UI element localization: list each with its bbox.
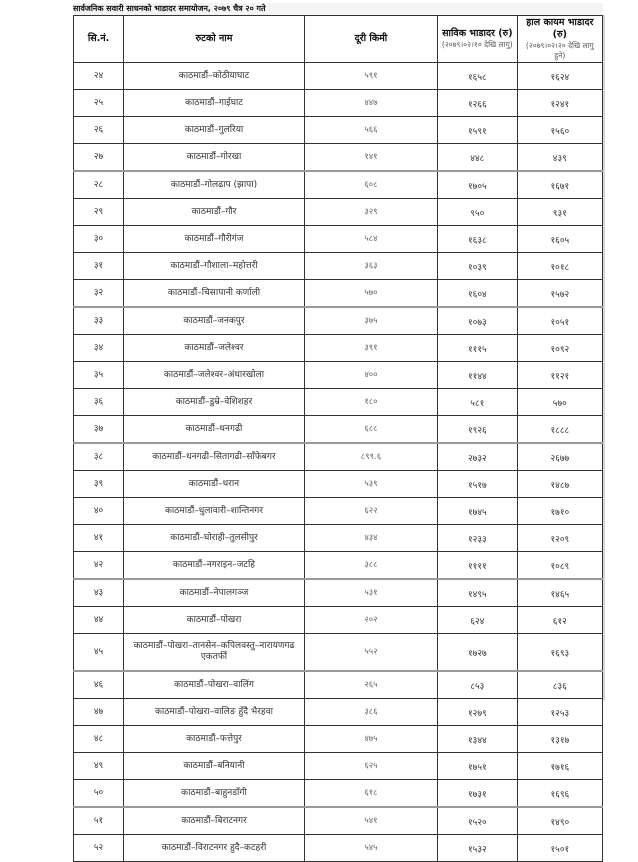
- old-fare-cell: १६३८: [438, 226, 518, 253]
- serial-cell: ४८: [74, 726, 124, 753]
- serial-cell: ४०: [74, 498, 124, 525]
- table-body: [74, 63, 603, 862]
- new-fare-cell: १६९६: [517, 780, 602, 808]
- distance-cell: १४१: [304, 144, 437, 172]
- distance-cell: २६५: [304, 671, 437, 699]
- serial-cell: ३२: [74, 280, 124, 308]
- distance-cell: ८९९.६: [304, 443, 437, 471]
- distance-cell: २०२: [304, 607, 437, 634]
- new-fare-cell: १२५३: [517, 699, 602, 726]
- serial-cell: ४४: [74, 607, 124, 634]
- distance-cell: ५४५: [304, 835, 437, 862]
- distance-cell: ३८८: [304, 552, 437, 580]
- old-fare-cell: ६२४: [438, 607, 518, 634]
- route-cell: काठमाडौं–गोरखा: [124, 144, 305, 172]
- serial-cell: २७: [74, 144, 124, 172]
- route-cell: काठमाडौं–फत्तेपुर: [124, 726, 305, 753]
- route-cell: काठमाडौं–धरान: [124, 471, 305, 498]
- serial-cell: २९: [74, 199, 124, 226]
- old-fare-cell: १७०५: [438, 171, 518, 199]
- old-fare-cell: १५२०: [438, 807, 518, 835]
- serial-cell: ३०: [74, 226, 124, 253]
- table-row: [74, 807, 603, 835]
- serial-cell: ३८: [74, 443, 124, 471]
- header-route: रुटको नाम: [124, 16, 305, 63]
- table-row: [74, 253, 603, 280]
- old-fare-cell: १६५८: [438, 63, 518, 90]
- table-row: [74, 63, 603, 90]
- table-row: [74, 498, 603, 525]
- new-fare-cell: ५७०: [517, 389, 602, 416]
- fare-table: [73, 15, 603, 862]
- old-fare-cell: १०३९: [438, 253, 518, 280]
- old-fare-cell: १५९१: [438, 117, 518, 144]
- old-fare-cell: १२३३: [438, 525, 518, 552]
- old-fare-cell: ११११: [438, 552, 518, 580]
- serial-cell: ४६: [74, 671, 124, 699]
- route-cell: काठमाडौं–चिसापानी कर्णाली: [124, 280, 305, 308]
- route-cell: काठमाडौं–धनगढी: [124, 416, 305, 444]
- route-cell: काठमाडौं–बनियानी: [124, 753, 305, 780]
- table-row: [74, 780, 603, 808]
- serial-cell: ४७: [74, 699, 124, 726]
- route-cell: काठमाडौं–गोलढाप (झापा): [124, 171, 305, 199]
- distance-cell: ३२९: [304, 199, 437, 226]
- distance-cell: ५८४: [304, 226, 437, 253]
- new-fare-cell: १२४१: [517, 90, 602, 117]
- old-fare-cell: १७३१: [438, 780, 518, 808]
- table-row: [74, 699, 603, 726]
- serial-cell: ३५: [74, 362, 124, 389]
- distance-cell: ४३४: [304, 525, 437, 552]
- table-header-row: [74, 16, 603, 63]
- table-row: [74, 171, 603, 199]
- serial-cell: ३४: [74, 335, 124, 362]
- new-fare-cell: १६७१: [517, 171, 602, 199]
- table-row: [74, 199, 603, 226]
- new-fare-cell: १३१७: [517, 726, 602, 753]
- route-cell: काठमाडौं–गौर: [124, 199, 305, 226]
- distance-cell: ६०८: [304, 171, 437, 199]
- table-row: [74, 552, 603, 580]
- table-row: [74, 389, 603, 416]
- distance-cell: १८०: [304, 389, 437, 416]
- table-row: [74, 307, 603, 335]
- serial-cell: २८: [74, 171, 124, 199]
- route-cell: काठमाडौं–कोठीयाघाट: [124, 63, 305, 90]
- old-fare-cell: १७५१: [438, 753, 518, 780]
- route-cell: काठमाडौं–विराटनगर हुदै–कटहरी: [124, 835, 305, 862]
- table-row: [74, 226, 603, 253]
- table-row: [74, 579, 603, 607]
- table-row: [74, 753, 603, 780]
- new-fare-cell: १०१८: [517, 253, 602, 280]
- header-new-fare-label: हाल कायम भाडादर (रु): [526, 17, 594, 40]
- route-cell: काठमाडौं–जनकपुर: [124, 307, 305, 335]
- serial-cell: ३१: [74, 253, 124, 280]
- route-cell: काठमाडौं–जलेश्वर: [124, 335, 305, 362]
- header-old-fare-note: (२०७९।०२।१० देखि लागु): [441, 40, 513, 49]
- route-cell: काठमाडौं–जलेश्वर–अंधारखोला: [124, 362, 305, 389]
- page-edge-shadow: [603, 15, 605, 701]
- new-fare-cell: १५६०: [517, 117, 602, 144]
- distance-cell: ६१८: [304, 780, 437, 808]
- distance-cell: ४४७: [304, 90, 437, 117]
- distance-cell: ५७०: [304, 280, 437, 308]
- table-row: [74, 443, 603, 471]
- route-cell: काठमाडौं–पोखरा–वालिङ हुँदै भैरहवा: [124, 699, 305, 726]
- route-cell: काठमाडौं–गुलरिया: [124, 117, 305, 144]
- serial-cell: ३३: [74, 307, 124, 335]
- old-fare-cell: ८५३: [438, 671, 518, 699]
- distance-cell: ३७५: [304, 307, 437, 335]
- serial-cell: ५०: [74, 780, 124, 808]
- table-row: [74, 726, 603, 753]
- distance-cell: ३९१: [304, 335, 437, 362]
- distance-cell: ५३१: [304, 579, 437, 607]
- route-cell: काठमाडौं–गौरीगंज: [124, 226, 305, 253]
- route-cell: काठमाडौं–नेपालगञ्ज: [124, 579, 305, 607]
- new-fare-cell: ९३१: [517, 199, 602, 226]
- distance-cell: ५६६: [304, 117, 437, 144]
- old-fare-cell: ५८१: [438, 389, 518, 416]
- new-fare-cell: १७१०: [517, 498, 602, 525]
- old-fare-cell: १२७९: [438, 699, 518, 726]
- old-fare-cell: १३४४: [438, 726, 518, 753]
- old-fare-cell: १७४५: [438, 498, 518, 525]
- serial-cell: ४५: [74, 634, 124, 672]
- new-fare-cell: १४९०: [517, 807, 602, 835]
- serial-cell: ४१: [74, 525, 124, 552]
- table-row: [74, 144, 603, 172]
- distance-cell: ५५२: [304, 634, 437, 672]
- new-fare-cell: १०८९: [517, 552, 602, 580]
- serial-cell: २५: [74, 90, 124, 117]
- new-fare-cell: १४८७: [517, 471, 602, 498]
- new-fare-cell: १०९२: [517, 335, 602, 362]
- table-row: [74, 634, 603, 672]
- table-row: [74, 835, 603, 862]
- old-fare-cell: १७२७: [438, 634, 518, 672]
- serial-cell: ५१: [74, 807, 124, 835]
- old-fare-cell: १५३२: [438, 835, 518, 862]
- new-fare-cell: १६०५: [517, 226, 602, 253]
- serial-cell: ३७: [74, 416, 124, 444]
- document-caption: सार्वजनिक सवारी साधनको भाडादर समायोजन, २०७९ चैत्र २० गते: [73, 3, 603, 15]
- old-fare-cell: ११४४: [438, 362, 518, 389]
- table-row: [74, 280, 603, 308]
- header-old-fare: [438, 16, 518, 63]
- distance-cell: ६८८: [304, 416, 437, 444]
- table-row: [74, 117, 603, 144]
- route-cell: काठमाडौं–पोखरा–वालिंग: [124, 671, 305, 699]
- distance-cell: ५९१: [304, 63, 437, 90]
- new-fare-cell: १६९३: [517, 634, 602, 672]
- route-cell: काठमाडौं–घोराही–तुलसीपुर: [124, 525, 305, 552]
- table-row: [74, 335, 603, 362]
- old-fare-cell: १९२६: [438, 416, 518, 444]
- distance-cell: ५३९: [304, 471, 437, 498]
- new-fare-cell: १४६५: [517, 579, 602, 607]
- new-fare-cell: १२०९: [517, 525, 602, 552]
- distance-cell: ३८६: [304, 699, 437, 726]
- route-cell: काठमाडौं–नगराइन–जटहि: [124, 552, 305, 580]
- serial-cell: ३६: [74, 389, 124, 416]
- serial-cell: ४२: [74, 552, 124, 580]
- route-cell: काठमाडौं–बाहुनडाँगी: [124, 780, 305, 808]
- route-cell: काठमाडौं–डुम्रे–वेशिशहर: [124, 389, 305, 416]
- table-row: [74, 362, 603, 389]
- serial-cell: ४९: [74, 753, 124, 780]
- route-cell: काठमाडौं–बिराटनगर: [124, 807, 305, 835]
- old-fare-cell: १०७३: [438, 307, 518, 335]
- table-row: [74, 525, 603, 552]
- old-fare-cell: १२६६: [438, 90, 518, 117]
- distance-cell: ५४१: [304, 807, 437, 835]
- header-new-fare: [517, 16, 602, 63]
- distance-cell: ४७५: [304, 726, 437, 753]
- route-cell: काठमाडौं–गाईघाट: [124, 90, 305, 117]
- distance-cell: ३६३: [304, 253, 437, 280]
- header-serial: सि.नं.: [74, 16, 124, 63]
- old-fare-cell: ९५०: [438, 199, 518, 226]
- old-fare-cell: ४४८: [438, 144, 518, 172]
- route-cell: काठमाडौं–धुलावारी–शान्तिनगर: [124, 498, 305, 525]
- table-row: [74, 607, 603, 634]
- serial-cell: ५२: [74, 835, 124, 862]
- old-fare-cell: १५१७: [438, 471, 518, 498]
- new-fare-cell: १६२४: [517, 63, 602, 90]
- new-fare-cell: २६७७: [517, 443, 602, 471]
- table-row: [74, 416, 603, 444]
- new-fare-cell: ६१२: [517, 607, 602, 634]
- table-row: [74, 90, 603, 117]
- new-fare-cell: १५७२: [517, 280, 602, 308]
- distance-cell: ६२२: [304, 498, 437, 525]
- serial-cell: ४३: [74, 579, 124, 607]
- header-distance: दूरी किमी: [304, 16, 437, 63]
- table-row: [74, 471, 603, 498]
- new-fare-cell: १०५१: [517, 307, 602, 335]
- serial-cell: ३९: [74, 471, 124, 498]
- old-fare-cell: १४९५: [438, 579, 518, 607]
- new-fare-cell: ४३९: [517, 144, 602, 172]
- header-new-fare-note: (२०७९।०२।२० देखि लागु हुने): [525, 41, 594, 60]
- route-cell: काठमाडौं–धनगढी–सितागढी–साँफेबगर: [124, 443, 305, 471]
- old-fare-cell: २७३२: [438, 443, 518, 471]
- serial-cell: २४: [74, 63, 124, 90]
- route-cell: काठमाडौं–पोखरा–तानसेन–कपिलवस्तु–नारायणगढ एकतर्फी: [124, 634, 305, 672]
- route-cell: काठमाडौं–गौशाला–महोत्तरी: [124, 253, 305, 280]
- old-fare-cell: १११५: [438, 335, 518, 362]
- new-fare-cell: ८३६: [517, 671, 602, 699]
- distance-cell: ४००: [304, 362, 437, 389]
- old-fare-cell: १६०४: [438, 280, 518, 308]
- table-row: [74, 671, 603, 699]
- new-fare-cell: १८८८: [517, 416, 602, 444]
- serial-cell: २६: [74, 117, 124, 144]
- header-old-fare-label: साविक भाडादर (रु): [442, 28, 513, 39]
- new-fare-cell: ११२१: [517, 362, 602, 389]
- distance-cell: ६२५: [304, 753, 437, 780]
- route-cell: काठमाडौं–पोखरा: [124, 607, 305, 634]
- new-fare-cell: १७१६: [517, 753, 602, 780]
- new-fare-cell: १५०१: [517, 835, 602, 862]
